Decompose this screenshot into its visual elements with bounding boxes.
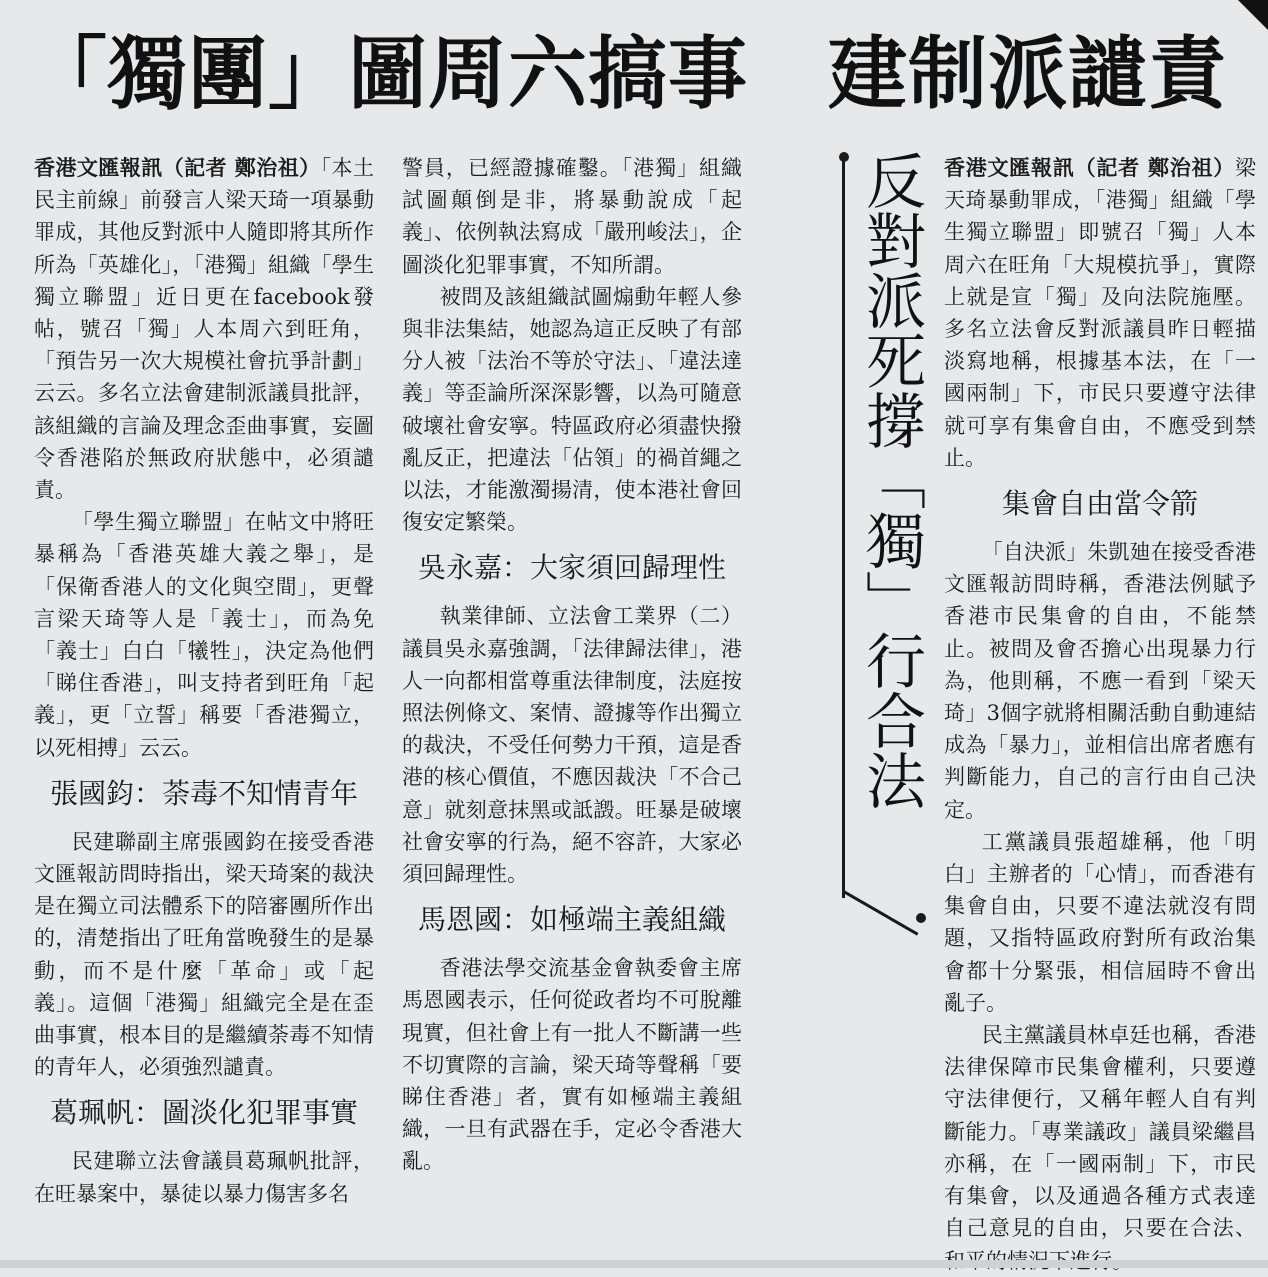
paragraph: 香港法學交流基金會執委會主席馬恩國表示，任何從政者均不可脫離現實，但社會上有一批人不斷講一些不切實際的言論，梁天琦等聲稱「要睇住香港」者，實有如極端主義組織，一旦有武器在手，定必令香港大亂。	[402, 956, 742, 1174]
paragraph: 「自決派」朱凱廸在接受香港文匯報訪問時稱，香港法例賦予香港市民集會的自由，不能禁止。被問及會否擔心出現暴力行為，他則稱，不應一看到「梁天琦」3個字就將相關活動自動連結成為「暴力」，並相信出席者應有判斷能力，自己的言行由自己決定。	[944, 540, 1256, 822]
rule-dot-bottom	[916, 913, 926, 923]
column-1-lead	[34, 152, 374, 506]
column-3-lead	[944, 152, 1256, 474]
subheading: 葛珮帆：圖淡化犯罪事實	[49, 1096, 358, 1130]
subheading: 張國鈞：荼毒不知情青年	[49, 776, 358, 810]
sidebar-title: 反對派死撐「獨」行合法	[856, 150, 926, 810]
sidebar-rule	[842, 158, 845, 898]
paragraph: 「學生獨立聯盟」在帖文中將旺暴稱為「香港英雄大義之舉」，是「保衛香港人的文化與空間」，更聲言梁天琦等人是「義士」，而為免「義士」白白「犧牲」，決定為他們「睇住香港」，叫支持者到旺角「起義」，更「立誓」稱要「香港獨立，以死相搏」云云。	[34, 510, 374, 760]
byline: 香港文匯報訊（記者 鄭治祖）	[944, 155, 1235, 180]
headline: 「獨團」圖周六搞事 建制派譴責	[28, 28, 1228, 120]
subheading: 馬恩國：如極端主義組織	[417, 903, 726, 937]
paragraph: 民建聯副主席張國鈞在接受香港文匯報訪問時指出，梁天琦案的裁決是在獨立司法體系下的陪審團所作出的，清楚指出了旺角當晚發生的是暴動，而不是什麼「革命」或「起義」。這個「港獨」組織完全是在歪曲事實，根本目的是繼續荼毒不知情的青年人，必須強烈譴責。	[34, 829, 374, 1080]
paragraph: 警員，已經證據確鑿。「港獨」組織試圖顛倒是非，將暴動說成「起義」、依例執法寫成「嚴刑峻法」，企圖淡化犯罪事實，不知所謂。	[402, 156, 742, 277]
paragraph: 梁天琦暴動罪成，「港獨」組織「學生獨立聯盟」即號召「獨」人本周六在旺角「大規模抗爭」，實際上就是宣「獨」及向法院施壓。多名立法會反對派議員昨日輕描淡寫地稱，根據基本法，在「一國兩制」下，市民只要遵守法律就可享有集會自由，不應受到禁止。	[944, 156, 1256, 470]
sidebar-rule-diagonal	[843, 890, 919, 936]
subheading: 吳永嘉：大家須回歸理性	[417, 551, 726, 585]
sidebar-title-block	[842, 150, 926, 920]
bottom-margin	[0, 1260, 1268, 1268]
article-column-1	[34, 152, 374, 1210]
paragraph: 工黨議員張超雄稱，他「明白」主辦者的「心情」，而香港有集會自由，只要不違法就沒有問題，又指特區政府對所有政治集會都十分緊張，相信屆時不會出亂子。	[944, 829, 1256, 1015]
article-column-3	[944, 152, 1256, 1277]
paragraph: 執業律師、立法會工業界（二）議員吳永嘉強調，「法律歸法律」，港人一向都相當尊重法律制度，法庭按照法例條文、案情、證據等作出獨立的裁決，不受任何勢力干預，這是香港的核心價值，不應因裁決「不合己意」就刻意抹黑或詆譭。旺暴是破壞社會安寧的行為，絕不容許，大家必須回歸理性。	[402, 604, 742, 887]
article-column-2	[402, 152, 742, 1178]
rule-dot-top	[839, 152, 849, 162]
paragraph: 民主黨議員林卓廷也稱，香港法律保障市民集會權利，只要遵守法律便行，又稱年輕人自有判斷能力。「專業議政」議員梁繼昌亦稱，在「一國兩制」下，市民有集會，以及通過各種方式表達自己意見的自由，只要在合法、	[944, 1023, 1256, 1241]
byline: 香港文匯報訊（記者 鄭治祖）	[34, 155, 321, 180]
subheading: 集會自由當令箭	[1001, 487, 1198, 521]
paragraph: 被問及該組織試圖煽動年輕人參與非法集結，她認為這正反映了有部分人被「法治不等於守法」、「違法達義」等歪論所深深影響，以為可隨意破壞社會安寧。特區政府必須盡快撥亂反正，把違法「佔領」的禍首繩之以法，才能激濁揚清，使本港社會回復安定繁榮。	[402, 284, 742, 535]
paragraph: 民建聯立法會議員葛珮帆批評，在旺暴案中，暴徒以暴力傷害多名	[34, 1149, 374, 1206]
paragraph: 「本土民主前線」前發言人梁天琦一項暴動罪成，其他反對派中人隨即將其所作所為「英雄化」，「港獨」組織「學生獨立聯盟」近日更在facebook發帖，號召「獨」人本周六到旺角，「預告另一次大規模社會抗爭計劃」云云。多名立法會建制派議員批評，該組織的言論及理念歪曲事實，妄圖令香港陷於無政府狀態中，必須譴責。	[34, 156, 375, 503]
